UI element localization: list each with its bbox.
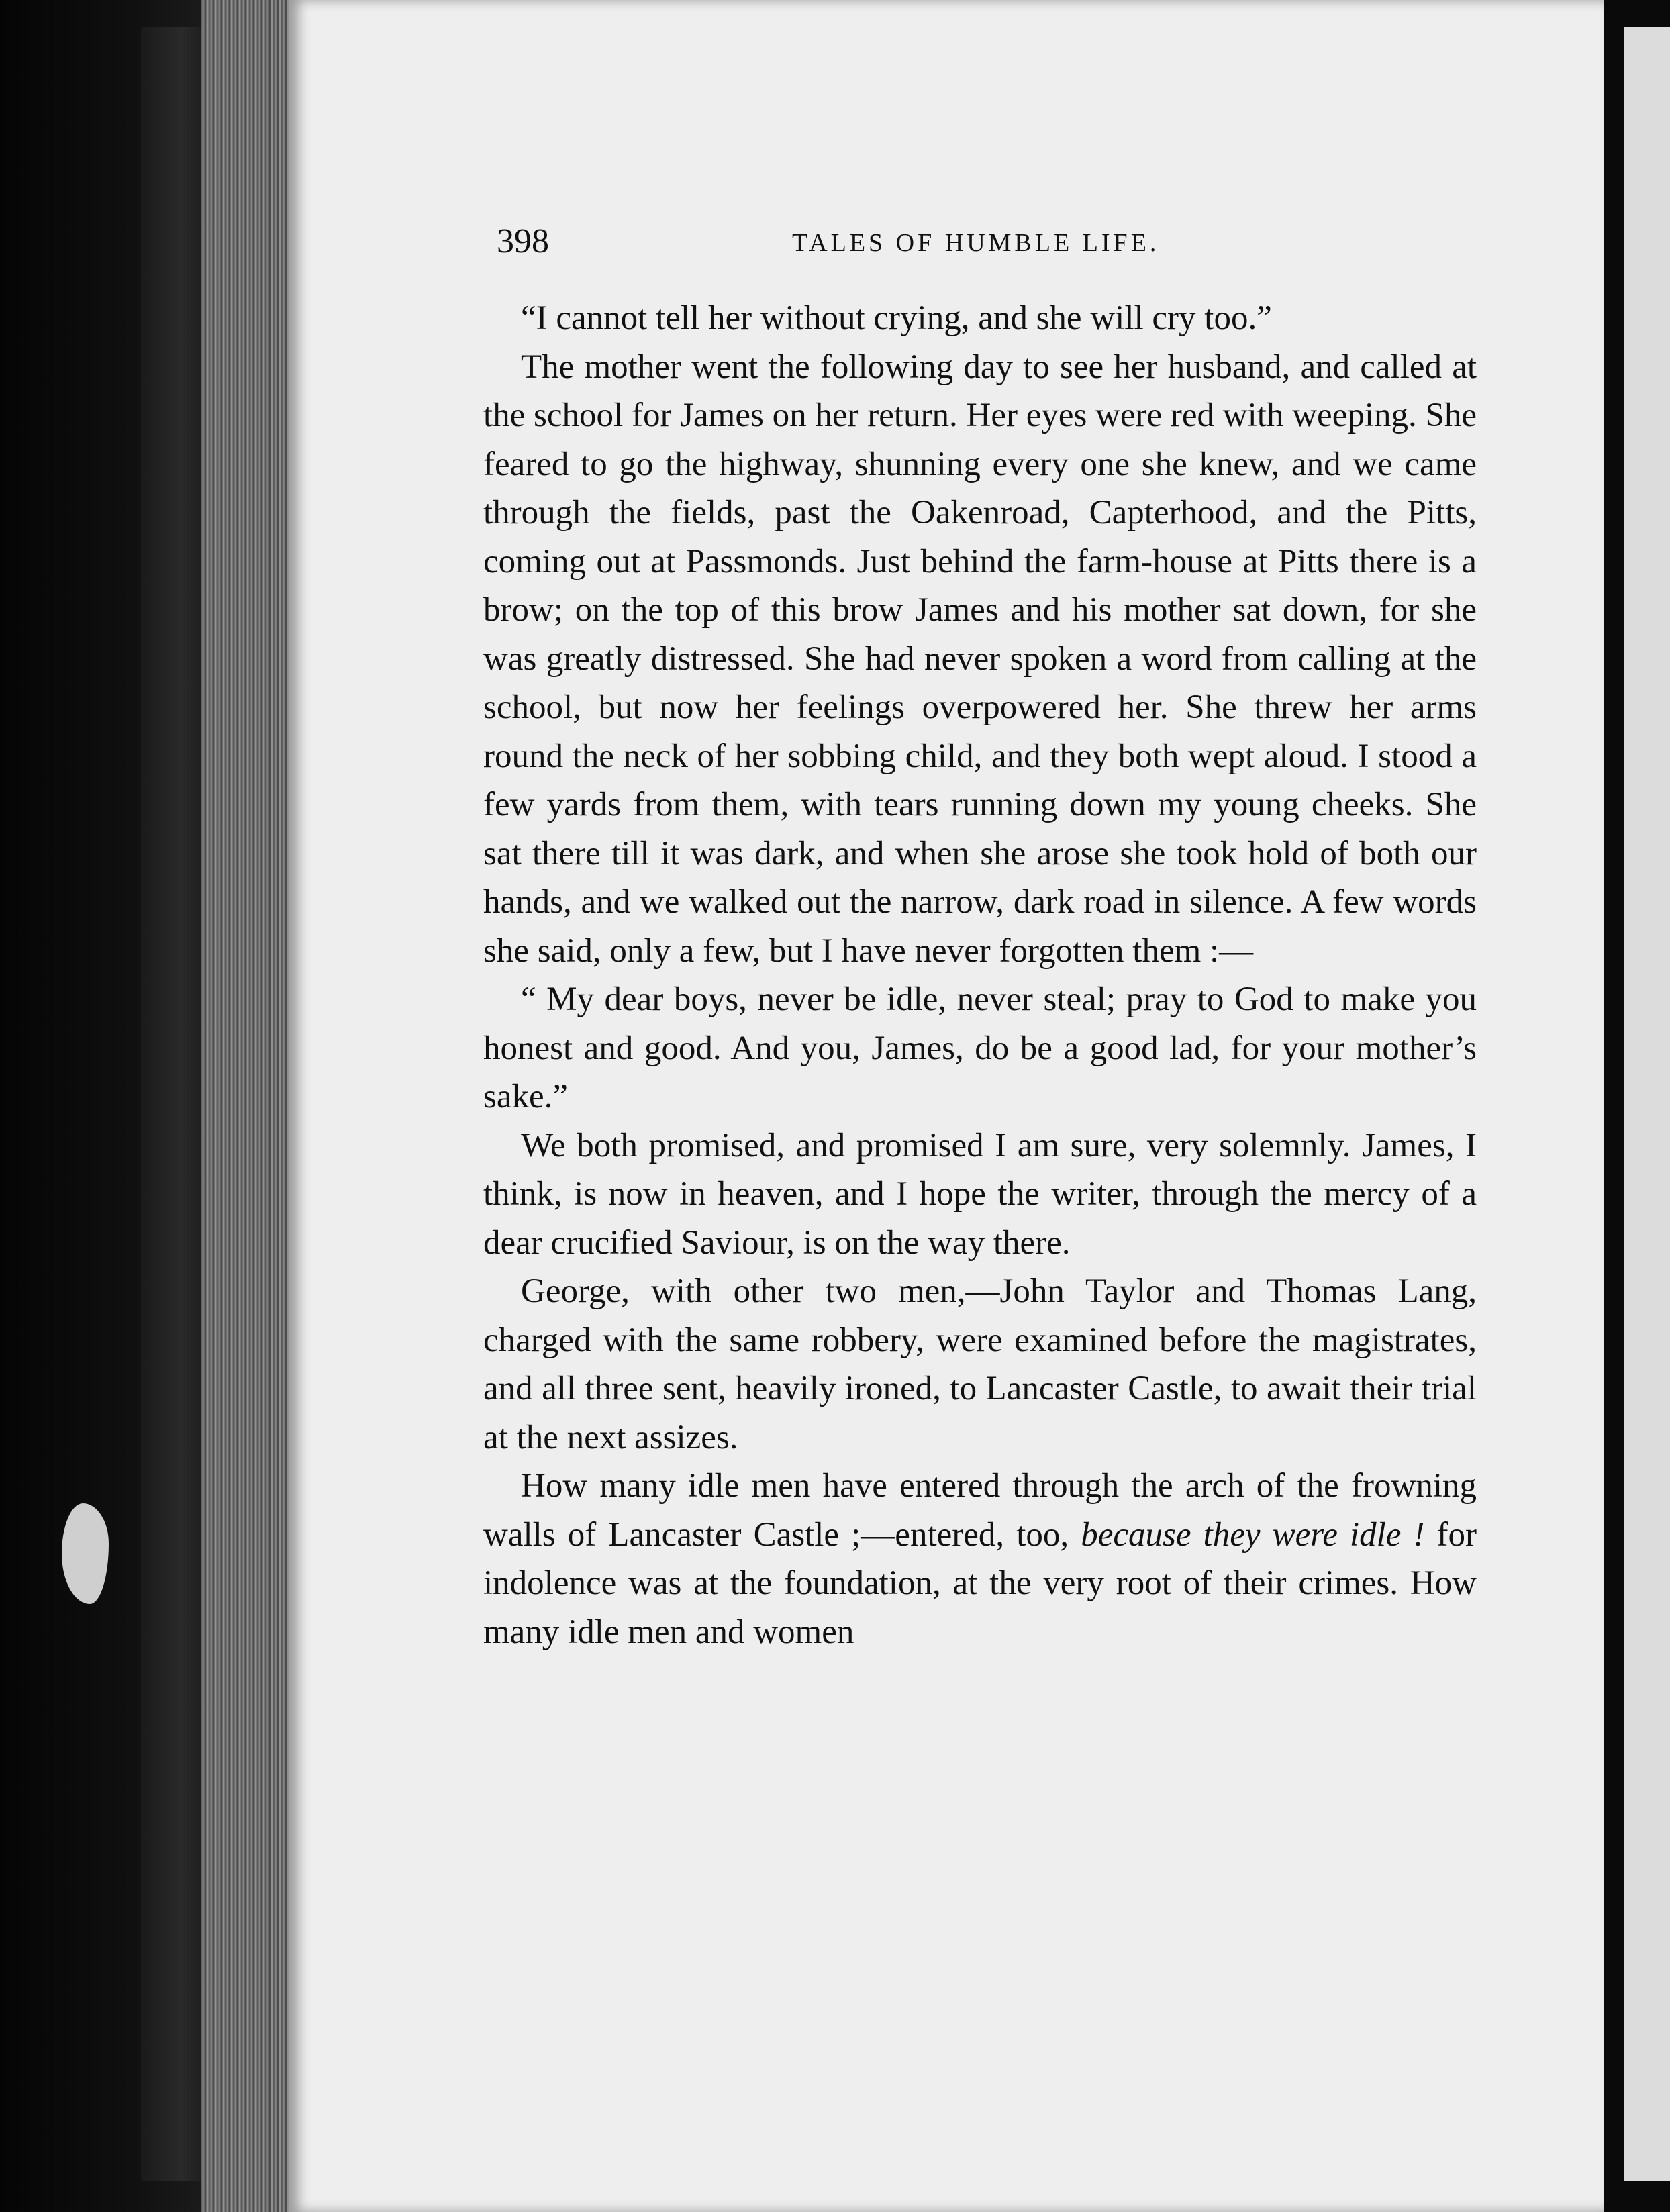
running-head — [497, 221, 1504, 275]
running-title: TALES OF HUMBLE LIFE. — [792, 229, 1160, 257]
page-number: 398 — [497, 222, 549, 260]
paragraph: “I cannot tell her without crying, and she will cry too.” — [521, 299, 1272, 337]
paragraph: We both promised, and promised I am sure, very solemnly. James, I think, is now in heaven, and I hope the writer, through the mercy of a dear crucified Saviour, is on the way there. — [483, 1126, 1477, 1262]
paragraph: George, with other two men,—John Taylor and Thomas Lang, charged with the same robbery, were examined before the magistrates, and all three sent, heavily ironed, to Lancaster Castle, to await their trial at the next assizes. — [483, 1272, 1477, 1456]
paragraph-text: for indolence was at the foundation, at the very root of their crimes. How many idle men and women — [483, 1515, 1477, 1651]
italic-emphasis: because they were idle ! — [1081, 1515, 1425, 1554]
page-edges — [201, 0, 302, 2212]
paragraph — [483, 1462, 1477, 1656]
facing-page-sliver — [1624, 27, 1670, 2181]
paragraph: “ My dear boys, never be idle, never steal; pray to God to make you honest and good. And you, James, do be a good lad, for your mother’s sake.” — [483, 981, 1477, 1115]
body-text — [483, 294, 1477, 1656]
paragraph: The mother went the following day to see her husband, and called at the school for James on her return. Her eyes were red with weeping. She feared to go the highway, shunning every one she knew, and we came through the fields, past the Oakenroad, Capterhood, and the Pitts, coming out at Passmonds. Just behind the farm-house at Pitts there is a brow; on the top of this brow James and his mother sat down, for she was greatly distressed. She had never spoken a word from calling at the school, but now her feelings overpowered her. She threw her arms round the neck of her sobbing child, and they both wept aloud. I stood a few yards from them, with tears running down my young cheeks. She sat there till it was dark, and when she arose she took hold of both our hands, and we walked out the narrow, dark road in silence. A few words she said, only a few, but I have never forgotten them :— — [483, 348, 1477, 970]
paragraph-text: How many idle men have entered through the arch of the frowning walls of Lancaster Castle ;—entered, too, — [483, 1467, 1477, 1554]
